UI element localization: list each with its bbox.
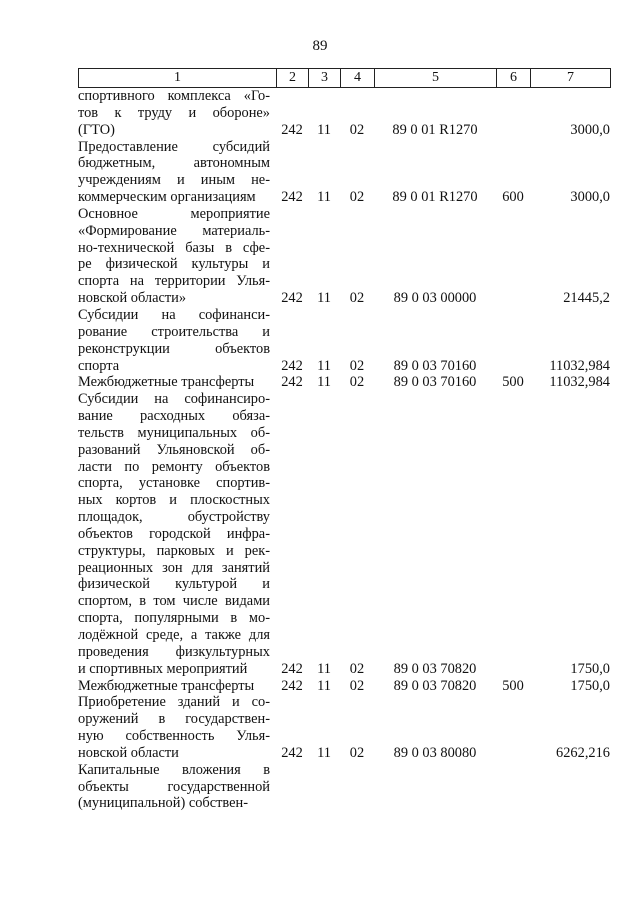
row-expense-type: 600 bbox=[502, 189, 524, 206]
description-line: (муниципальной) собствен- bbox=[78, 795, 249, 812]
row-target-code: 89 0 03 70160 bbox=[393, 374, 477, 391]
row-admin-code: 242 bbox=[281, 357, 303, 374]
description-line: Субсидии на софинанси- bbox=[78, 306, 270, 323]
row-description bbox=[78, 307, 276, 374]
description-line: ре физической культуры и bbox=[78, 256, 270, 273]
row-subsection bbox=[340, 762, 374, 813]
row-target-code bbox=[374, 762, 496, 813]
row-target-code: 89 0 03 00000 bbox=[393, 290, 477, 307]
page-number: 89 bbox=[312, 38, 328, 54]
row-admin-code: 242 bbox=[281, 677, 303, 694]
row-expense-type bbox=[496, 206, 530, 307]
table-row bbox=[78, 694, 610, 761]
row-section: 11 bbox=[317, 357, 331, 374]
description-line: спортивного комплекса «Го- bbox=[78, 88, 270, 104]
budget-table bbox=[78, 88, 610, 812]
description-line: лодёжной среде, а также для bbox=[78, 627, 270, 643]
description-line: спорта на территории Улья- bbox=[78, 273, 270, 290]
row-section: 11 bbox=[317, 660, 331, 677]
row-subsection: 02 bbox=[349, 744, 365, 761]
row-subsection: 02 bbox=[349, 660, 365, 677]
row-description bbox=[78, 694, 276, 761]
table-row bbox=[78, 206, 610, 307]
header-col-4: 4 bbox=[341, 69, 375, 88]
row-description bbox=[78, 678, 276, 695]
row-amount: 21445,2 bbox=[563, 290, 610, 307]
row-admin-code: 242 bbox=[281, 744, 303, 761]
description-line: Капитальные вложения в bbox=[78, 761, 270, 778]
table-row bbox=[78, 88, 610, 139]
row-amount: 6262,216 bbox=[556, 744, 610, 761]
row-target-code: 89 0 03 80080 bbox=[393, 744, 477, 761]
description-line: Предоставление субсидий bbox=[78, 138, 270, 155]
row-amount: 11032,984 bbox=[549, 374, 610, 391]
header-col-6: 6 bbox=[497, 69, 531, 88]
row-subsection: 02 bbox=[349, 121, 365, 138]
table-row bbox=[78, 307, 610, 374]
row-admin-code: 242 bbox=[281, 374, 303, 391]
row-expense-type bbox=[496, 391, 530, 677]
description-line: разований Ульяновской об- bbox=[78, 441, 270, 458]
row-target-code: 89 0 03 70160 bbox=[393, 357, 477, 374]
header-col-2: 2 bbox=[277, 69, 309, 88]
header-col-7: 7 bbox=[531, 69, 611, 88]
description-line: ную собственность Улья- bbox=[78, 728, 270, 745]
description-line: вание расходных обяза- bbox=[78, 408, 270, 425]
description-line: физической культурой и bbox=[78, 576, 270, 593]
row-expense-type bbox=[496, 307, 530, 374]
description-line: «Формирование материаль- bbox=[78, 222, 270, 239]
description-line: бюджетным, автономным bbox=[78, 155, 270, 172]
table-row bbox=[78, 678, 610, 695]
row-expense-type: 500 bbox=[502, 677, 524, 694]
description-line: спорта, установке спортив- bbox=[78, 475, 270, 492]
row-description bbox=[78, 762, 276, 813]
description-line: реационных зон для занятий bbox=[78, 559, 270, 576]
description-line: реконструкции объектов bbox=[78, 340, 270, 357]
description-line: оружений в государствен- bbox=[78, 711, 270, 728]
header-col-1: 1 bbox=[79, 69, 277, 88]
description-line: объектов городской инфра- bbox=[78, 525, 270, 542]
row-section: 11 bbox=[317, 189, 331, 206]
description-line: (ГТО) bbox=[78, 121, 115, 138]
row-subsection: 02 bbox=[349, 290, 365, 307]
row-admin-code: 242 bbox=[281, 189, 303, 206]
row-section: 11 bbox=[317, 290, 331, 307]
row-target-code: 89 0 03 70820 bbox=[393, 660, 477, 677]
description-line: и спортивных мероприятий bbox=[78, 660, 248, 677]
row-expense-type: 500 bbox=[502, 374, 524, 391]
row-subsection: 02 bbox=[349, 677, 365, 694]
row-admin-code: 242 bbox=[281, 660, 303, 677]
table-row bbox=[78, 374, 610, 391]
row-amount: 3000,0 bbox=[570, 189, 610, 206]
description-line: Приобретение зданий и со- bbox=[78, 694, 270, 711]
description-line: новской области» bbox=[78, 290, 187, 307]
row-amount: 1750,0 bbox=[570, 660, 610, 677]
description-line: ласти по ремонту объектов bbox=[78, 458, 270, 475]
description-line: Основное мероприятие bbox=[78, 205, 270, 222]
row-description bbox=[78, 391, 276, 677]
description-line: учреждениям и иным не- bbox=[78, 172, 270, 189]
description-line: но-технической базы в сфе- bbox=[78, 239, 270, 256]
row-subsection: 02 bbox=[349, 357, 365, 374]
row-expense-type bbox=[496, 88, 530, 139]
header-col-3: 3 bbox=[309, 69, 341, 88]
row-amount: 3000,0 bbox=[570, 121, 610, 138]
row-description bbox=[78, 374, 276, 391]
description-line: спортом, в том числе видами bbox=[78, 593, 270, 610]
description-line: тов к труду и обороне» bbox=[78, 104, 270, 121]
description-line: ных кортов и плоскостных bbox=[78, 492, 270, 509]
row-section: 11 bbox=[317, 677, 331, 694]
row-admin-code: 242 bbox=[281, 121, 303, 138]
description-line: структуры, парковых и рек- bbox=[78, 542, 270, 559]
description-line: площадок, обустройству bbox=[78, 509, 270, 526]
description-line: тельств муниципальных об- bbox=[78, 424, 270, 441]
row-target-code: 89 0 03 70820 bbox=[393, 677, 477, 694]
description-line: Межбюджетные трансферты bbox=[78, 374, 255, 391]
table-row bbox=[78, 139, 610, 206]
row-target-code: 89 0 01 R1270 bbox=[392, 121, 478, 138]
row-section: 11 bbox=[317, 121, 331, 138]
row-description bbox=[78, 139, 276, 206]
description-line: коммерческим организациям bbox=[78, 189, 256, 206]
row-target-code: 89 0 01 R1270 bbox=[392, 189, 478, 206]
row-amount: 1750,0 bbox=[570, 677, 610, 694]
row-subsection: 02 bbox=[349, 189, 365, 206]
description-line: Субсидии на софинансиро- bbox=[78, 391, 270, 408]
row-expense-type bbox=[496, 694, 530, 761]
table-header bbox=[78, 68, 611, 88]
row-description bbox=[78, 206, 276, 307]
description-line: объекты государственной bbox=[78, 778, 270, 795]
row-section: 11 bbox=[317, 374, 331, 391]
description-line: спорта, популярными в мо- bbox=[78, 610, 270, 627]
description-line: новской области bbox=[78, 744, 179, 761]
description-line: Межбюджетные трансферты bbox=[78, 677, 255, 694]
table-row bbox=[78, 762, 610, 813]
description-line: проведения физкультурных bbox=[78, 643, 270, 660]
table-row bbox=[78, 391, 610, 677]
row-subsection: 02 bbox=[349, 374, 365, 391]
description-line: спорта bbox=[78, 357, 120, 374]
row-amount: 11032,984 bbox=[549, 357, 610, 374]
row-expense-type bbox=[496, 762, 530, 813]
header-col-5: 5 bbox=[375, 69, 497, 88]
row-section bbox=[308, 762, 340, 813]
row-admin-code: 242 bbox=[281, 290, 303, 307]
row-admin-code bbox=[276, 762, 308, 813]
row-description bbox=[78, 88, 276, 139]
row-section: 11 bbox=[317, 744, 331, 761]
row-amount bbox=[530, 762, 610, 813]
description-line: рование строительства и bbox=[78, 323, 270, 340]
